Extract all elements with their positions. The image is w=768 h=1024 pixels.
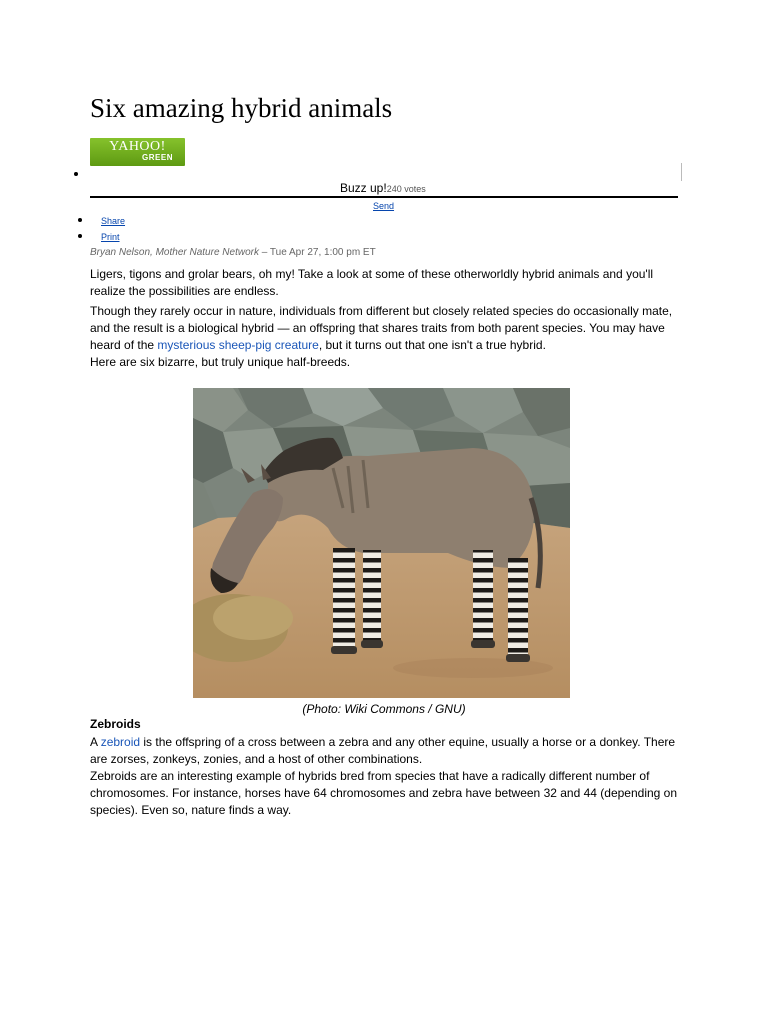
- article-title: Six amazing hybrid animals: [90, 93, 393, 123]
- buzz-up-widget[interactable]: [340, 180, 426, 197]
- intro-paragraph-3: Here are six bizarre, but truly unique half-breeds.: [90, 355, 351, 369]
- zebroid-photo: [193, 388, 570, 698]
- zebroid-link[interactable]: zebroid: [100, 735, 141, 749]
- intro-p2-text-end: , but it turns out that one isn't a true hybrid.: [318, 338, 546, 352]
- intro-paragraph-1: Ligers, tigons and grolar bears, oh my! Take a look at some of these otherworldly hybrid animals and you'll realize the possibilities are endless.: [90, 267, 654, 298]
- byline-date: – Tue Apr 27, 1:00 pm ET: [258, 247, 376, 258]
- list-bullet-icon: [74, 172, 78, 176]
- share-link[interactable]: Share: [101, 216, 126, 226]
- section-heading-zebroids: Zebroids: [90, 717, 141, 731]
- list-bullet-icon: [78, 218, 82, 222]
- print-link[interactable]: Print: [101, 232, 120, 242]
- photo-caption: (Photo: Wiki Commons / GNU): [302, 702, 466, 716]
- sheep-pig-link[interactable]: mysterious sheep-pig creature: [157, 338, 319, 352]
- zebroids-paragraph-2: Zebroids are an interesting example of hybrids bred from species that have a radically different number of chromosomes. For instance, horses have 64 chromosomes and zebra have between 32 and 44 (depending on species). Even so, nature finds a way.: [90, 769, 678, 817]
- buzz-up-label[interactable]: Buzz up!: [340, 181, 387, 195]
- logo-text-yahoo: YAHOO!: [109, 139, 166, 154]
- zebroids-p1-text-end: is the offspring of a cross between a zebra and any other equine, usually a horse or a donkey. There are zorses, zonkeys, zonies, and a host of other combinations.: [90, 735, 676, 766]
- send-link[interactable]: Send: [373, 201, 395, 211]
- list-bullet-icon: [78, 234, 82, 238]
- logo-text-green: GREEN: [142, 153, 173, 162]
- buzz-votes-count: 240 votes: [386, 184, 426, 194]
- byline: [90, 246, 376, 260]
- zebroids-p1-text-start: A: [90, 735, 101, 749]
- byline-author: Bryan Nelson, Mother Nature Network: [90, 247, 259, 258]
- horizontal-rule: [90, 196, 678, 198]
- divider: [681, 163, 682, 181]
- intro-p2-text-start: Though they rarely occur in nature, individuals from different but closely related species do occasionally mate, and the result is a biological hybrid — an offspring that shares traits from both parent species. You may have heard of the: [90, 304, 673, 352]
- intro-paragraph-2: [90, 303, 680, 354]
- yahoo-green-logo[interactable]: [90, 138, 185, 166]
- zebroids-paragraph-1: [90, 734, 680, 768]
